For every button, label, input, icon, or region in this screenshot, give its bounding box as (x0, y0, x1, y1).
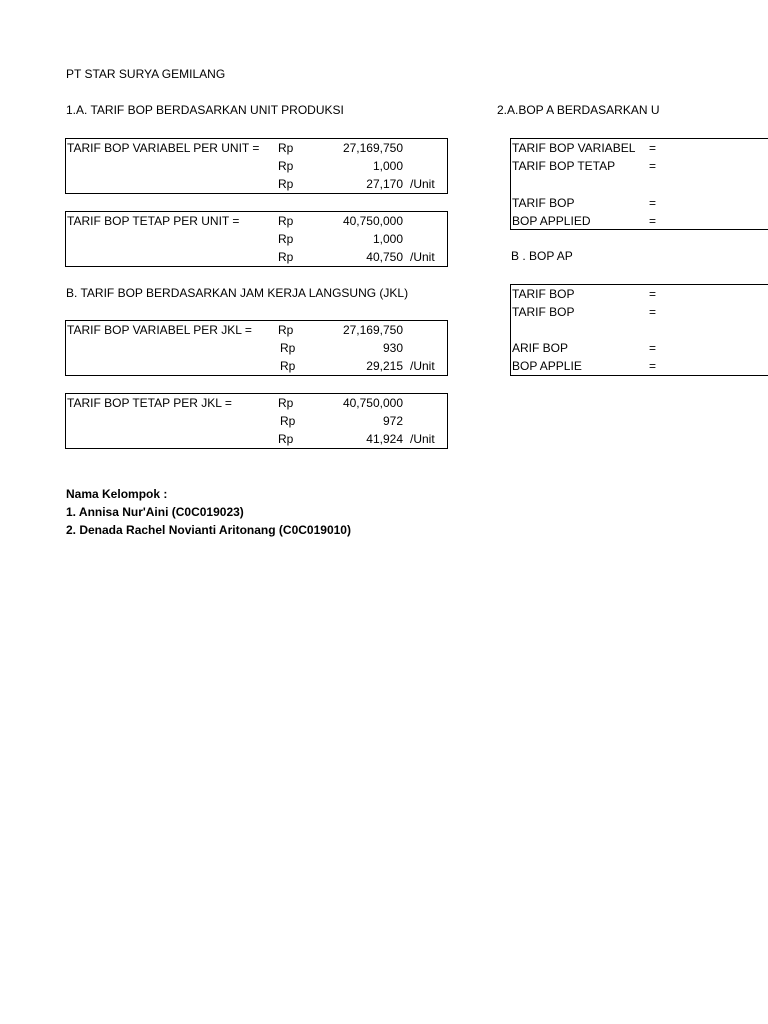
table-row (511, 157, 768, 175)
amount-value: 972 (382, 414, 403, 428)
currency-label: Rp (278, 323, 294, 337)
currency-label: Rp (280, 359, 296, 373)
table-row (66, 139, 447, 157)
group-heading: Nama Kelompok : (66, 487, 168, 501)
equals-sign: = (649, 141, 657, 155)
currency-label: Rp (278, 432, 294, 446)
rate-label: TARIF BOP (512, 196, 575, 210)
amount-value: 29,215 (366, 359, 403, 373)
table-row (66, 230, 447, 248)
amount-value: 27,169,750 (342, 141, 403, 155)
table-row (66, 430, 447, 448)
rate-label: BOP APPLIED (512, 214, 591, 228)
unit-label: /Unit (410, 359, 435, 373)
amount-value: 40,750,000 (342, 214, 403, 228)
currency-label: Rp (278, 232, 294, 246)
table-row (66, 412, 447, 430)
section-1a-variable-box (65, 138, 448, 194)
equals-sign: = (649, 359, 657, 373)
table-row (66, 157, 447, 175)
rate-label: TARIF BOP VARIABEL PER JKL = (67, 323, 252, 337)
section-1a-fixed-box (65, 211, 448, 267)
amount-value: 40,750,000 (342, 396, 403, 410)
equals-sign: = (649, 196, 657, 210)
amount-value: 1,000 (372, 159, 403, 173)
section-2a-box (510, 138, 768, 230)
group-member: 1. Annisa Nur'Aini (C0C019023) (66, 505, 244, 519)
section-2b-box-clip (510, 284, 768, 377)
currency-label: Rp (278, 250, 294, 264)
section-1b-variable-box (65, 320, 448, 376)
amount-value: 1,000 (372, 232, 403, 246)
table-row (511, 139, 768, 157)
table-row (66, 339, 447, 357)
amount-value: 27,169,750 (342, 323, 403, 337)
currency-label: Rp (280, 414, 296, 428)
section-2a-title: 2.A.BOP A BERDASARKAN U (497, 103, 660, 117)
table-row (511, 357, 768, 375)
equals-sign: = (649, 287, 657, 301)
rate-label: TARIF BOP (512, 305, 575, 319)
unit-label: /Unit (410, 177, 435, 191)
table-row (511, 212, 768, 230)
section-1a-title: 1.A. TARIF BOP BERDASARKAN UNIT PRODUKSI (66, 103, 344, 117)
table-row (511, 339, 768, 357)
table-row (66, 175, 447, 193)
currency-label: Rp (278, 396, 294, 410)
unit-label: /Unit (410, 432, 435, 446)
equals-sign: = (649, 159, 657, 173)
equals-sign: = (649, 214, 657, 228)
table-row (66, 212, 447, 230)
table-row (66, 248, 447, 266)
section-1b-fixed-box (65, 393, 448, 449)
company-name: PT STAR SURYA GEMILANG (66, 67, 226, 81)
amount-value: 40,750 (366, 250, 403, 264)
table-row (511, 194, 768, 212)
currency-label: Rp (278, 159, 294, 173)
rate-label: BOP APPLIE (512, 359, 582, 373)
rate-label: ARIF BOP (512, 341, 569, 355)
rate-label: TARIF BOP VARIABEL (512, 141, 636, 155)
table-row (511, 285, 768, 303)
table-row (511, 303, 768, 321)
section-2b-box (510, 284, 768, 376)
currency-label: Rp (278, 214, 294, 228)
rate-label: TARIF BOP TETAP (512, 159, 616, 173)
equals-sign: = (649, 341, 657, 355)
rate-label: TARIF BOP TETAP PER UNIT = (67, 214, 240, 228)
table-row (66, 321, 447, 339)
currency-label: Rp (280, 341, 296, 355)
section-2a-box-clip (510, 138, 768, 231)
equals-sign: = (649, 305, 657, 319)
table-row (66, 357, 447, 375)
group-member: 2. Denada Rachel Novianti Aritonang (C0C019010) (66, 523, 351, 537)
amount-value: 41,924 (366, 432, 403, 446)
rate-label: TARIF BOP (512, 287, 575, 301)
section-1b-title: B. TARIF BOP BERDASARKAN JAM KERJA LANGSUNG (JKL) (66, 286, 409, 300)
unit-label: /Unit (410, 250, 435, 264)
section-2b-title: B . BOP AP (511, 249, 573, 263)
amount-value: 27,170 (366, 177, 403, 191)
table-row (66, 394, 447, 412)
rate-label: TARIF BOP TETAP PER JKL = (67, 396, 232, 410)
rate-label: TARIF BOP VARIABEL PER UNIT = (67, 141, 260, 155)
currency-label: Rp (278, 141, 294, 155)
currency-label: Rp (278, 177, 294, 191)
amount-value: 930 (382, 341, 403, 355)
